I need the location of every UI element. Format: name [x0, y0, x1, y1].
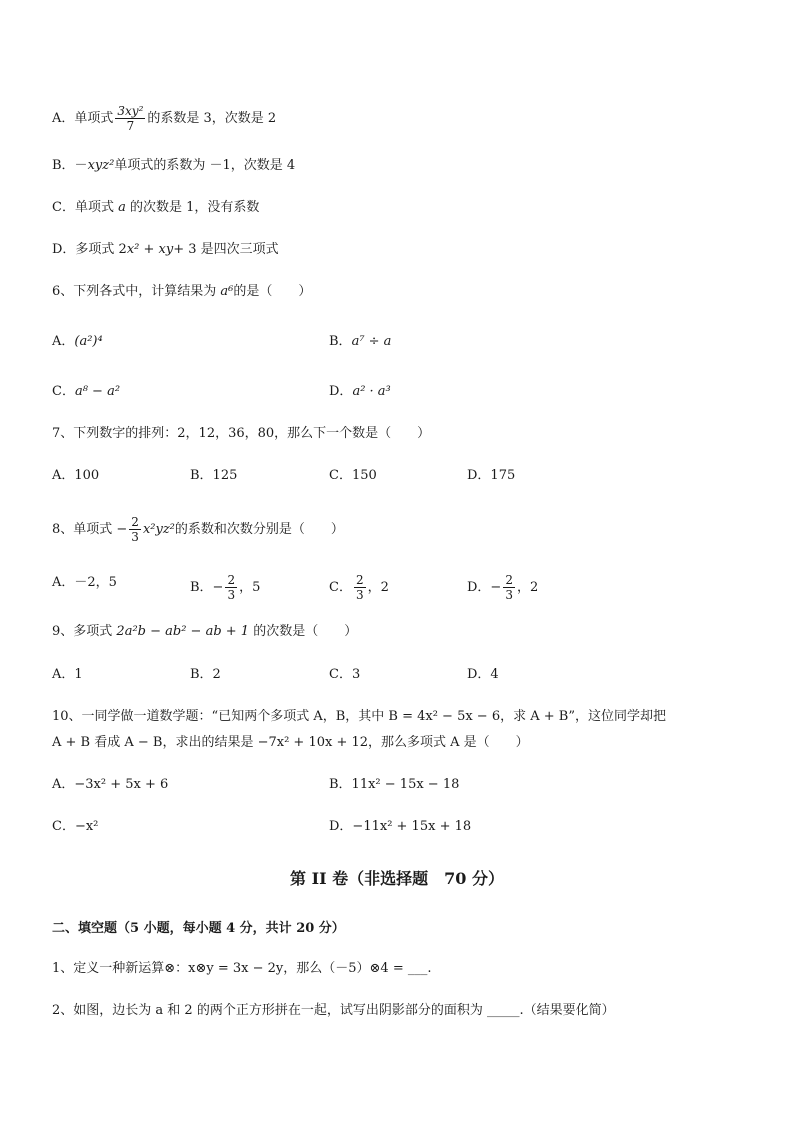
q8-d-fraction: [503, 573, 515, 602]
q8-c-fraction: [354, 573, 366, 602]
q9-stem: [52, 622, 357, 642]
q5-option-c: [52, 198, 259, 218]
q6-b-expression: a⁷ ÷ a: [351, 334, 392, 349]
q5-d-prefix: D．多项式 2: [52, 242, 127, 257]
q6-option-b: [329, 332, 391, 352]
q6-b-label: B．: [329, 334, 352, 349]
q8-d-prefix: D．−: [467, 580, 502, 595]
q5-b-monomial: xyz²: [87, 158, 115, 173]
q8-stem-expression: x²yz²: [142, 522, 175, 537]
q9-option-a: A．1: [52, 667, 83, 682]
q8-stem-suffix: 的系数和次数分别是（ ）: [174, 522, 344, 537]
q8-c-denominator: 3: [355, 588, 364, 602]
q8-c-numerator: 2: [355, 573, 364, 587]
q6-stem-expression: a⁶: [220, 284, 234, 299]
q10-option-c: C．−x²: [52, 819, 99, 834]
q7-option-a: A．100: [52, 468, 100, 483]
q8-b-fraction: [225, 573, 237, 602]
section-title: 第 II 卷（非选择题 70 分）: [290, 869, 504, 888]
q8-b-prefix: B．−: [190, 580, 224, 595]
q10-stem-line2: A + B 看成 A − B，求出的结果是 −7x² + 10x + 12，那么多项式 A 是（ ）: [52, 735, 529, 750]
q6-option-c: [52, 382, 120, 402]
q5-c-prefix: C．单项式: [52, 200, 119, 215]
q5-a-numerator: 3xy²: [117, 104, 144, 118]
q8-stem-fraction: [129, 515, 141, 544]
q5-option-a: [52, 104, 276, 133]
q5-a-suffix: 的系数是 3，次数是 2: [147, 111, 277, 126]
q6-option-d: [329, 382, 391, 402]
q5-c-suffix: 的次数是 1，没有系数: [125, 200, 260, 215]
q7-stem: 7、下列数字的排列：2，12，36，80，那么下一个数是（ ）: [52, 426, 431, 441]
q6-stem: [52, 282, 311, 302]
q8-denominator: 3: [131, 530, 139, 544]
q6-a-expression: (a²)⁴: [74, 334, 103, 349]
q6-stem-text: 6、下列各式中，计算结果为: [52, 284, 217, 299]
q9-option-d: D．4: [467, 667, 499, 682]
fill-question-1: 1、定义一种新运算⊗：x⊗y = 3x − 2y，那么（－5）⊗4 = ___.: [52, 961, 432, 976]
q8-stem: [52, 515, 344, 544]
q5-d-suffix: + 3 是四次三项式: [173, 242, 279, 257]
q5-option-b: [52, 156, 295, 176]
q8-option-b: [190, 573, 260, 602]
q10-option-a: A．−3x² + 5x + 6: [52, 777, 169, 792]
q5-a-prefix: A．单项式: [52, 111, 114, 126]
q6-option-a: [52, 332, 103, 352]
q8-b-numerator: 2: [227, 573, 236, 587]
q9-option-b: B．2: [190, 667, 221, 682]
q7-option-b: B．125: [190, 468, 238, 483]
q9-stem-prefix: 9、多项式: [52, 624, 113, 639]
q5-a-fraction: [115, 104, 145, 133]
q6-a-label: A．: [52, 334, 75, 349]
q6-d-expression: a² · a³: [352, 384, 391, 399]
q7-option-d: D．175: [467, 468, 516, 483]
q6-stem-end: 的是（ ）: [233, 284, 312, 299]
q10-option-b: B．11x² − 15x − 18: [329, 777, 460, 792]
q8-option-d: [467, 573, 538, 602]
fill-question-2: 2、如图，边长为 a 和 2 的两个正方形拼在一起，试写出阴影部分的面积为 _____.（结果要化简）: [52, 1003, 615, 1018]
q7-option-c: C．150: [329, 468, 377, 483]
q6-c-label: C．: [52, 384, 75, 399]
q8-option-c: [329, 573, 389, 602]
q5-c-variable: a: [118, 200, 126, 215]
q8-stem-prefix: 8、单项式 −: [52, 522, 128, 537]
q9-stem-expression: 2a²b − ab² − ab + 1: [116, 624, 250, 639]
q5-d-expression: x² + xy: [126, 242, 174, 257]
part-title: 二、填空题（5 小题，每小题 4 分，共计 20 分）: [52, 921, 345, 936]
q5-b-suffix: 单项式的系数为 －1，次数是 4: [114, 158, 296, 173]
q9-stem-suffix: 的次数是（ ）: [253, 624, 358, 639]
q8-d-denominator: 3: [505, 588, 513, 602]
q8-numerator: 2: [131, 515, 139, 529]
q5-b-prefix: B．－: [52, 158, 88, 173]
q9-option-c: C．3: [329, 667, 361, 682]
q8-b-denominator: 3: [227, 588, 236, 602]
q8-c-suffix: ，2: [367, 580, 389, 595]
q8-d-numerator: 2: [505, 573, 513, 587]
q8-d-suffix: ，2: [516, 580, 539, 595]
q8-c-prefix: C．: [329, 580, 352, 595]
q10-option-d: D．−11x² + 15x + 18: [329, 819, 472, 834]
q8-b-suffix: ，5: [239, 580, 261, 595]
q6-d-label: D．: [329, 384, 353, 399]
q5-option-d: [52, 240, 279, 260]
q8-option-a: A．－2，5: [52, 575, 117, 590]
q6-c-expression: a⁸ − a²: [74, 384, 121, 399]
q10-stem-line1: 10、一同学做一道数学题：“已知两个多项式 A，B，其中 B = 4x² − 5x − 6，求 A + B”，这位同学却把: [52, 709, 666, 724]
q5-a-denominator: 7: [126, 119, 135, 133]
